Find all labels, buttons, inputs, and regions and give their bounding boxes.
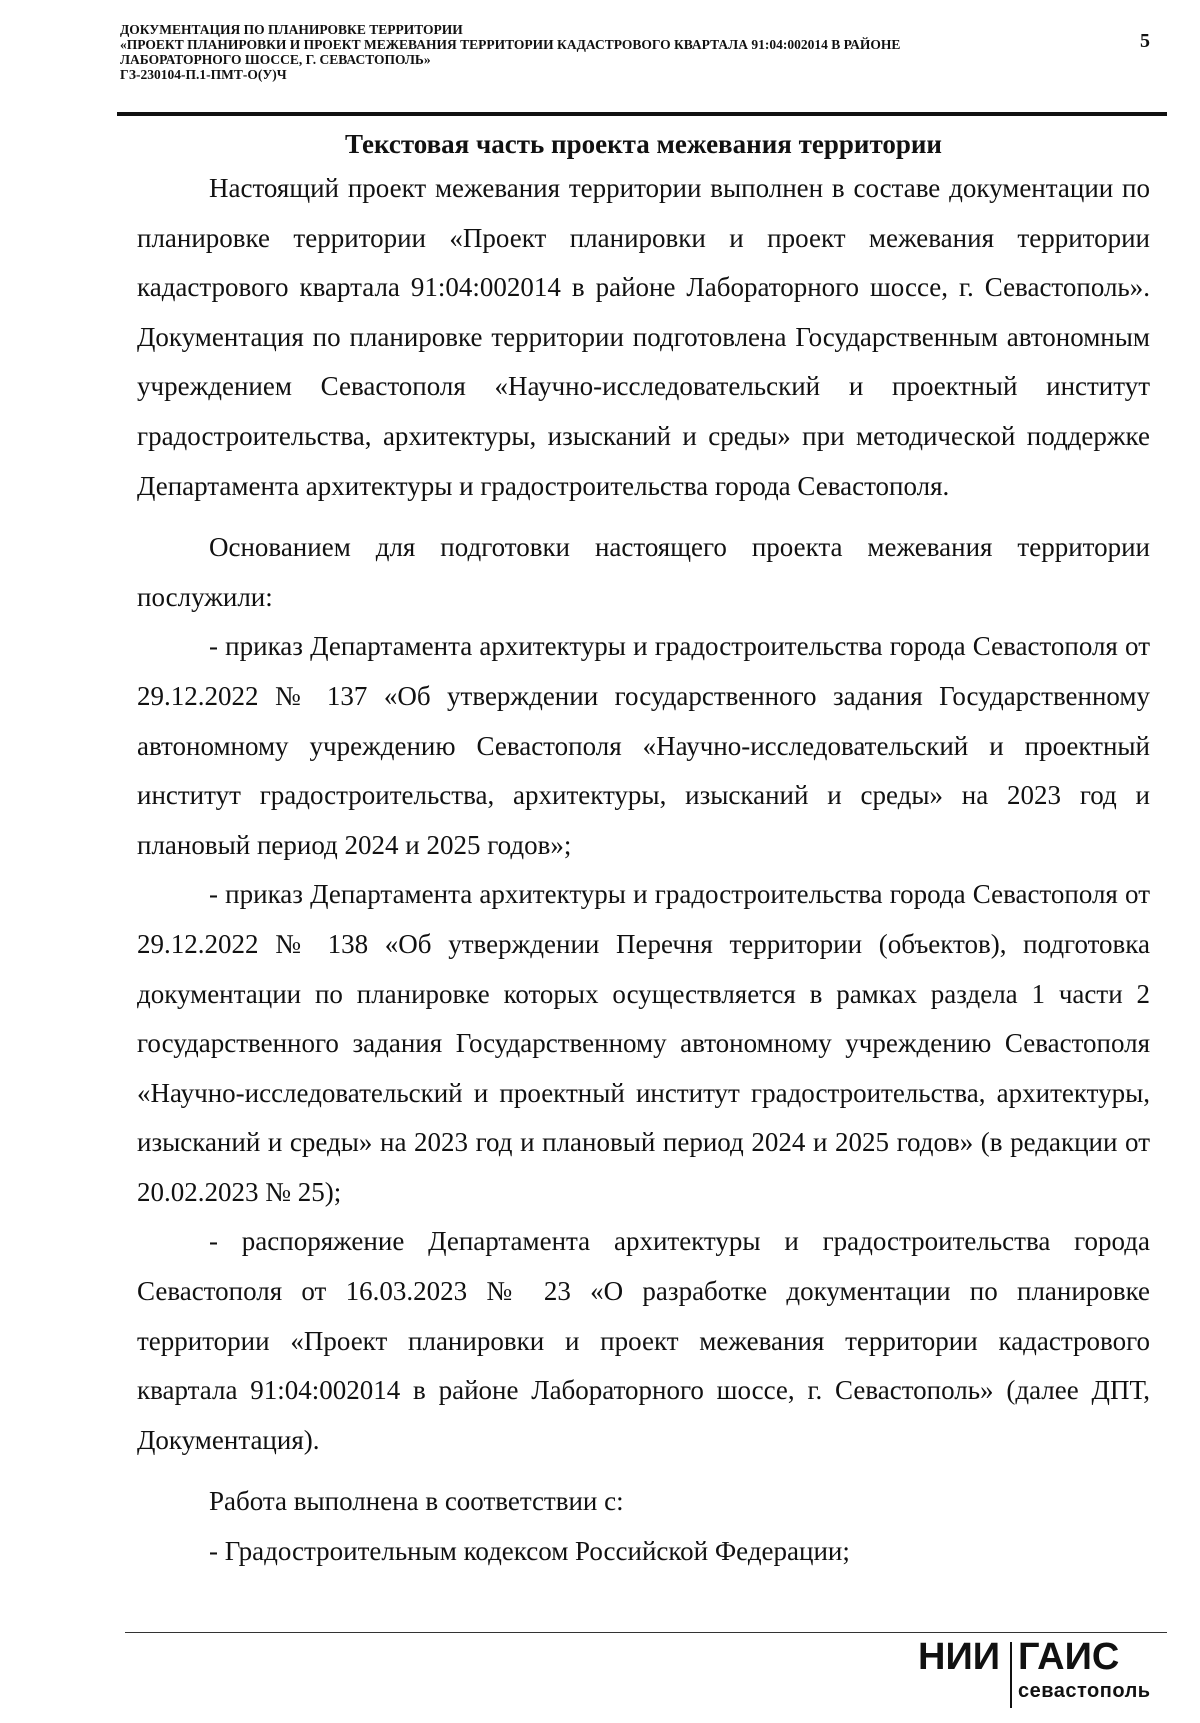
logo-separator [1010,1642,1012,1708]
footer-divider [125,1632,1167,1633]
header-line-1: ДОКУМЕНТАЦИЯ ПО ПЛАНИРОВКЕ ТЕРРИТОРИИ [120,22,463,37]
page-number: 5 [1140,30,1150,52]
header-line-2: «ПРОЕКТ ПЛАНИРОВКИ И ПРОЕКТ МЕЖЕВАНИЯ ТЕРРИТОРИИ КАДАСТРОВОГО КВАРТАЛА 91:04:002014 В РАЙОНЕ [120,37,901,52]
paragraph-basis: Основанием для подготовки настоящего проекта межевания территории послужили: [137,532,1150,612]
logo-city-text: севастополь [1018,1680,1151,1702]
running-header [120,22,1100,82]
list-item-code: - Градостроительным кодексом Российской Федерации; [209,1536,850,1567]
document-body [137,124,1150,1577]
list-item-order-137: - приказ Департамента архитектуры и градостроительства города Севастополя от 29.12.2022 № 137 «Об утверждении государственного задания Государственному автономному учреждению Севастополя «Научно-исследовательский и проектный институт градостроительства, архитектуры, изысканий и среды» на 2023 год и плановый период 2024 и 2025 годов»; [137,631,1150,860]
niigais-logo [918,1636,1178,1716]
header-document-code: ГЗ-230104-П.1-ПМТ-О(У)Ч [120,67,287,82]
logo-nii-text: НИИ [918,1636,1001,1678]
paragraph-compliance: Работа выполнена в соответствии с: [209,1486,624,1517]
header-line-3: ЛАБОРАТОРНОГО ШОССЕ, Г. СЕВАСТОПОЛЬ» [120,52,431,67]
header-divider [117,112,1167,116]
logo-gais-text: ГАИС [1018,1636,1120,1678]
paragraph-intro: Настоящий проект межевания территории выполнен в составе документации по планировке территории «Проект планировки и проект межевания территории кадастрового квартала 91:04:002014 в районе Лабораторного шоссе, г. Севастополь». Документация по планировке территории подготовлена Государственным автономным учреждением Севастополя «Научно-исследовательский и проектный институт градостроительства, архитектуры, изысканий и среды» при методической поддержке Департамента архитектуры и градостроительства города Севастополя. [137,173,1150,501]
section-title: Текстовая часть проекта межевания территории [345,129,942,159]
list-item-order-138: - приказ Департамента архитектуры и градостроительства города Севастополя от 29.12.2022 № 138 «Об утверждении Перечня территории (объектов), подготовка документации по планировке которых осуществляется в рамках раздела 1 части 2 государственного задания Государственному автономному учреждению Севастополя «Научно-исследовательский и проектный институт градостроительства, архитектуры, изысканий и среды» на 2023 год и плановый период 2024 и 2025 годов» (в редакции от 20.02.2023 № 25); [137,879,1150,1207]
list-item-directive-23: - распоряжение Департамента архитектуры и градостроительства города Севастополя от 16.03.2023 № 23 «О разработке документации по планировке территории «Проект планировки и проект межевания территории кадастрового квартала 91:04:002014 в районе Лабораторного шоссе, г. Севастополь» (далее ДПТ, Документация). [137,1226,1150,1455]
